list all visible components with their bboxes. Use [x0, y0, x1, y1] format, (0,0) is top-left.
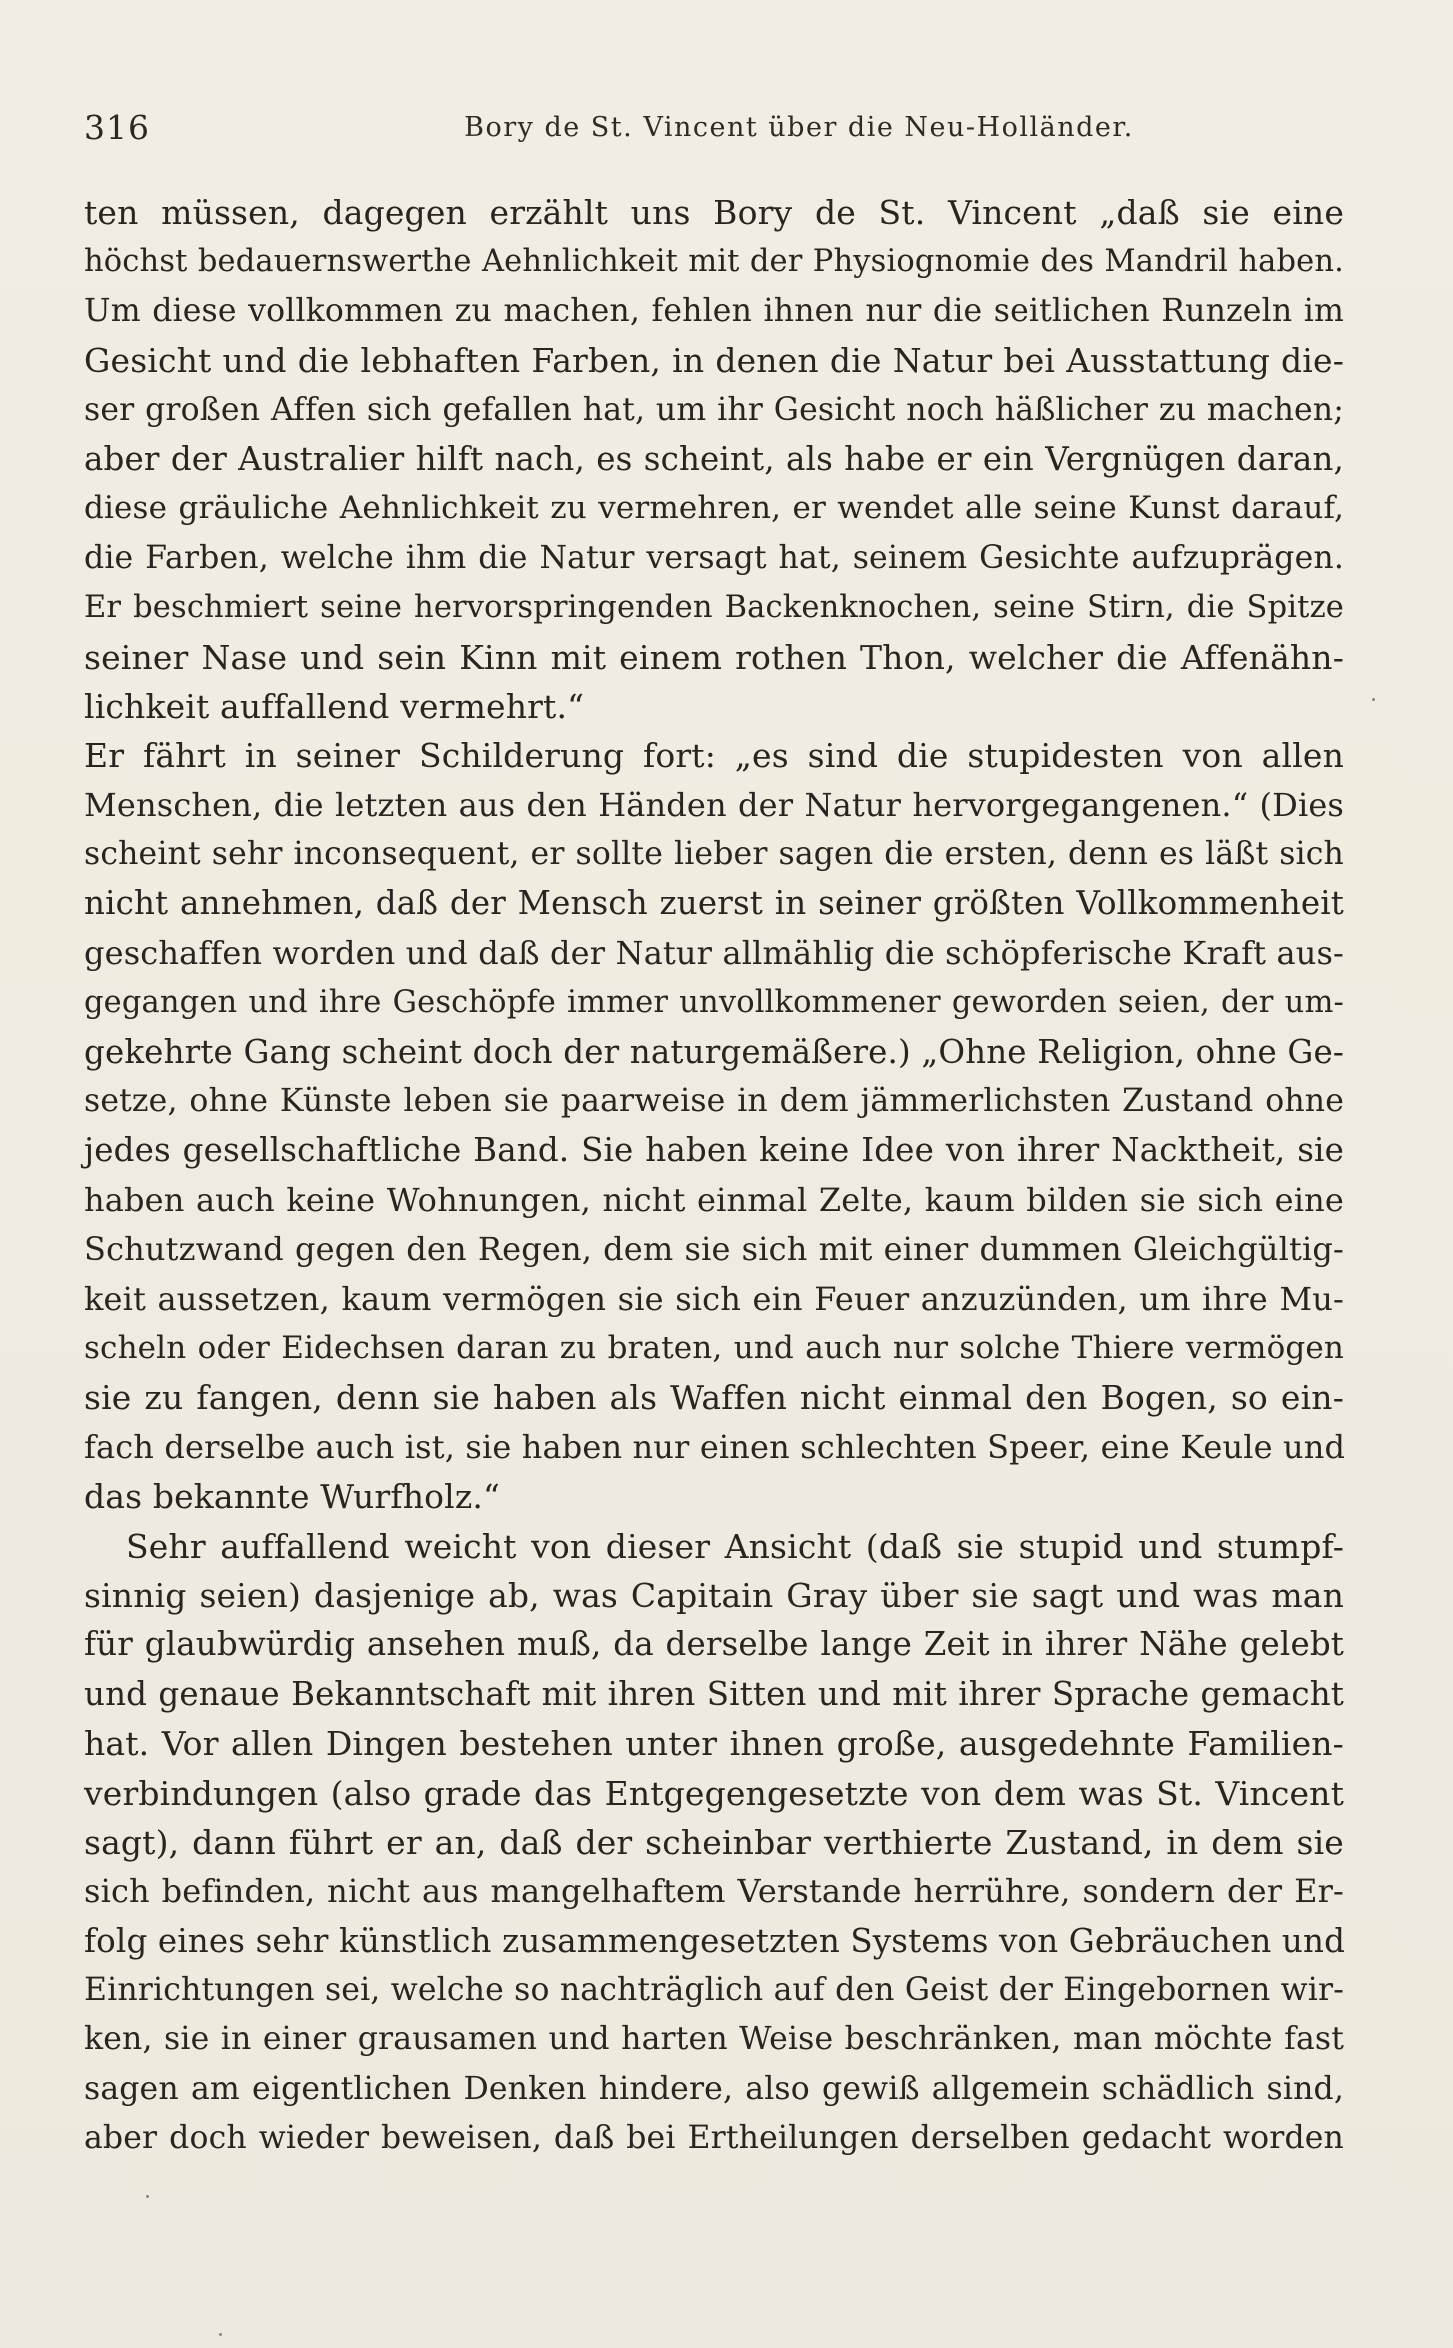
text-line: verbindungen (also grade das Entgegengesetzte von dem was St. Vincent	[84, 1773, 1344, 1813]
text-line: höchst bedauernswerthe Aehnlichkeit mit der Physiognomie des Mandril haben.	[84, 244, 1344, 280]
text-line: gegangen und ihre Geschöpfe immer unvollkommener geworden seien, der um-	[84, 985, 1344, 1021]
text-line: lichkeit auffallend vermehrt.“	[84, 686, 585, 726]
text-line: Sehr auffallend weicht von dieser Ansicht (daß sie stupid und stumpf-	[126, 1526, 1344, 1566]
text-line: setze, ohne Künste leben sie paarweise in dem jämmerlichsten Zustand ohne	[84, 1083, 1344, 1120]
text-line: sagt), dann führt er an, daß der scheinbar verthierte Zustand, in dem sie	[84, 1822, 1344, 1862]
text-line: Er beschmiert seine hervorspringenden Backenknochen, seine Stirn, die Spitze	[84, 590, 1344, 626]
text-line: sagen am eigentlichen Denken hindere, also gewiß allgemein schädlich sind,	[84, 2070, 1344, 2107]
text-line: für glaubwürdig ansehen muß, da derselbe lange Zeit in ihrer Nähe gelebt	[84, 1625, 1344, 1664]
page-number: 316	[84, 108, 150, 147]
margin-speck	[146, 2195, 149, 2198]
text-line: keit aussetzen, kaum vermögen sie sich ein Feuer anzuzünden, um ihre Mu-	[84, 1279, 1344, 1318]
text-line: Einrichtungen sei, welche so nachträglich auf den Geist der Eingebornen wir-	[84, 1972, 1344, 2009]
text-line: nicht annehmen, daß der Mensch zuerst in seiner größten Vollkommenheit	[84, 884, 1344, 923]
text-line: geschaffen worden und daß der Natur allmählig die schöpferische Kraft aus-	[84, 933, 1344, 972]
text-line: Menschen, die letzten aus den Händen der Natur hervorgegangenen.“ (Dies	[84, 785, 1344, 824]
text-line: sinnig seien) dasjenige ab, was Capitain Gray über sie sagt und was man	[84, 1575, 1344, 1615]
text-line: seiner Nase und sein Kinn mit einem rothen Thon, welcher die Affenähn-	[84, 637, 1344, 677]
text-line: Gesicht und die lebhaften Farben, in denen die Natur bei Ausstattung die-	[84, 341, 1344, 381]
body-text	[84, 188, 1344, 2164]
text-line: ser großen Affen sich gefallen hat, um ihr Gesicht noch häßlicher zu machen;	[84, 391, 1344, 428]
text-line: aber doch wieder beweisen, daß bei Ertheilungen derselben gedacht worden	[84, 2120, 1344, 2157]
text-line: jedes gesellschaftliche Band. Sie haben keine Idee von ihrer Nacktheit, sie	[84, 1131, 1344, 1170]
text-line: fach derselbe auch ist, sie haben nur einen schlechten Speer, eine Keule und	[84, 1427, 1346, 1466]
text-line: folg eines sehr künstlich zusammengesetzten Systems von Gebräuchen und	[84, 1921, 1346, 1960]
text-line: scheln oder Eidechsen daran zu braten, und auch nur solche Thiere vermögen	[84, 1329, 1344, 1366]
text-line: das bekannte Wurfholz.“	[84, 1477, 501, 1517]
text-line: hat. Vor allen Dingen bestehen unter ihnen große, ausgedehnte Familien-	[84, 1724, 1344, 1764]
margin-speck	[219, 2333, 222, 2336]
text-line: diese gräuliche Aehnlichkeit zu vermehren, er wendet alle seine Kunst darauf,	[84, 490, 1344, 527]
text-line: haben auch keine Wohnungen, nicht einmal Zelte, kaum bilden sie sich eine	[84, 1180, 1344, 1219]
text-line: Er fährt in seiner Schilderung fort: „es sind die stupidesten von allen	[84, 736, 1344, 776]
text-line: Um diese vollkommen zu machen, fehlen ihnen nur die seitlichen Runzeln im	[84, 292, 1344, 329]
text-line: die Farben, welche ihm die Natur versagt hat, seinem Gesichte aufzuprägen.	[84, 539, 1344, 576]
text-line: und genaue Bekanntschaft mit ihren Sitten und mit ihrer Sprache gemacht	[84, 1674, 1344, 1713]
text-line: ken, sie in einer grausamen und harten Weise beschränken, man möchte fast	[84, 2021, 1344, 2058]
running-head	[84, 108, 1344, 152]
margin-speck	[1372, 698, 1375, 701]
text-line: gekehrte Gang scheint doch der naturgemäßere.) „Ohne Religion, ohne Ge-	[84, 1032, 1344, 1071]
text-line: aber der Australier hilft nach, es scheint, als habe er ein Vergnügen daran,	[84, 439, 1344, 478]
text-line: ten müssen, dagegen erzählt uns Bory de St. Vincent „daß sie eine	[84, 193, 1344, 232]
text-line: sich befinden, nicht aus mangelhaftem Verstande herrühre, sondern der Er-	[84, 1872, 1344, 1911]
text-line: scheint sehr inconsequent, er sollte lieber sagen die ersten, denn es läßt sich	[84, 836, 1344, 873]
text-line: Schutzwand gegen den Regen, dem sie sich mit einer dummen Gleichgültig-	[84, 1230, 1344, 1269]
text-line: sie zu fangen, denn sie haben als Waffen nicht einmal den Bogen, so ein-	[84, 1378, 1344, 1418]
running-title: Bory de St. Vincent über die Neu-Holländer.	[464, 112, 1134, 143]
